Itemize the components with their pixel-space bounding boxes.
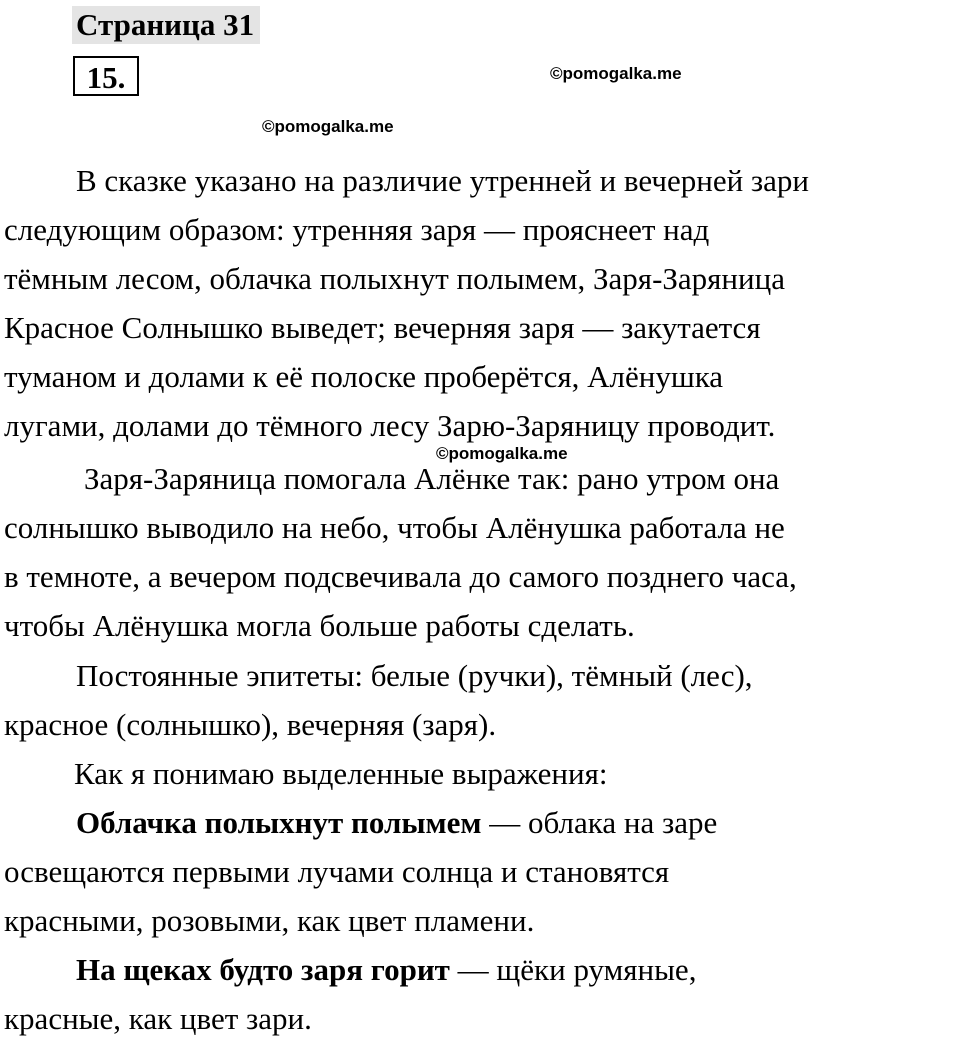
text-line: Как я понимаю выделенные выражения: [74,756,608,791]
expression-definition: — щёки румяные, [449,952,697,987]
expression-clouds [0,798,960,945]
expression-cheeks [0,945,960,1043]
text-line: Заря-Заряница помогала Алёнке так: рано утром она [84,461,780,496]
text-line: лугами, долами до тёмного лесу Зарю-Заряницу проводит. [4,408,776,443]
text-line: Красное Солнышко выведет; вечерняя заря — закутается [4,310,761,345]
expression-definition: — облака на заре [481,805,718,840]
text-line: тёмным лесом, облачка полыхнут полымем, Заря-Заряница [4,261,785,296]
paragraph-epithets [0,651,960,749]
text-line: Постоянные эпитеты: белые (ручки), тёмный (лес), [76,658,753,693]
watermark: ©pomogalka.me [550,64,682,83]
watermark: ©pomogalka.me [262,117,394,136]
text-line: следующим образом: утренняя заря — прояснеет над [4,212,710,247]
paragraph-dawn-difference [0,156,960,450]
text-line: красными, розовыми, как цвет пламени. [4,903,535,938]
text-line [0,798,960,847]
text-line: освещаются первыми лучами солнца и становятся [4,854,670,889]
text-line: В сказке указано на различие утренней и вечерней зари [76,163,810,198]
text-line: чтобы Алёнушка могла больше работы сделать. [4,608,635,643]
text-line: красные, как цвет зари. [4,1001,312,1036]
paragraph-expressions-intro [0,749,960,798]
text-line: туманом и долами к её полоске проберётся, Алёнушка [4,359,724,394]
text-line: солнышко выводило на небо, чтобы Алёнушка работала не [4,510,785,545]
paragraph-zarya-helped [0,454,960,650]
page-heading: Страница 31 [72,6,260,44]
expression-term: Облачка полыхнут полымем [76,805,482,840]
task-number-box: 15. [73,56,139,96]
text-line: в темноте, а вечером подсвечивала до самого позднего часа, [4,559,797,594]
watermark: ©pomogalka.me [436,444,568,463]
expression-term: На щеках будто заря горит [76,952,450,987]
text-line: красное (солнышко), вечерняя (заря). [4,707,497,742]
text-line [0,945,960,994]
